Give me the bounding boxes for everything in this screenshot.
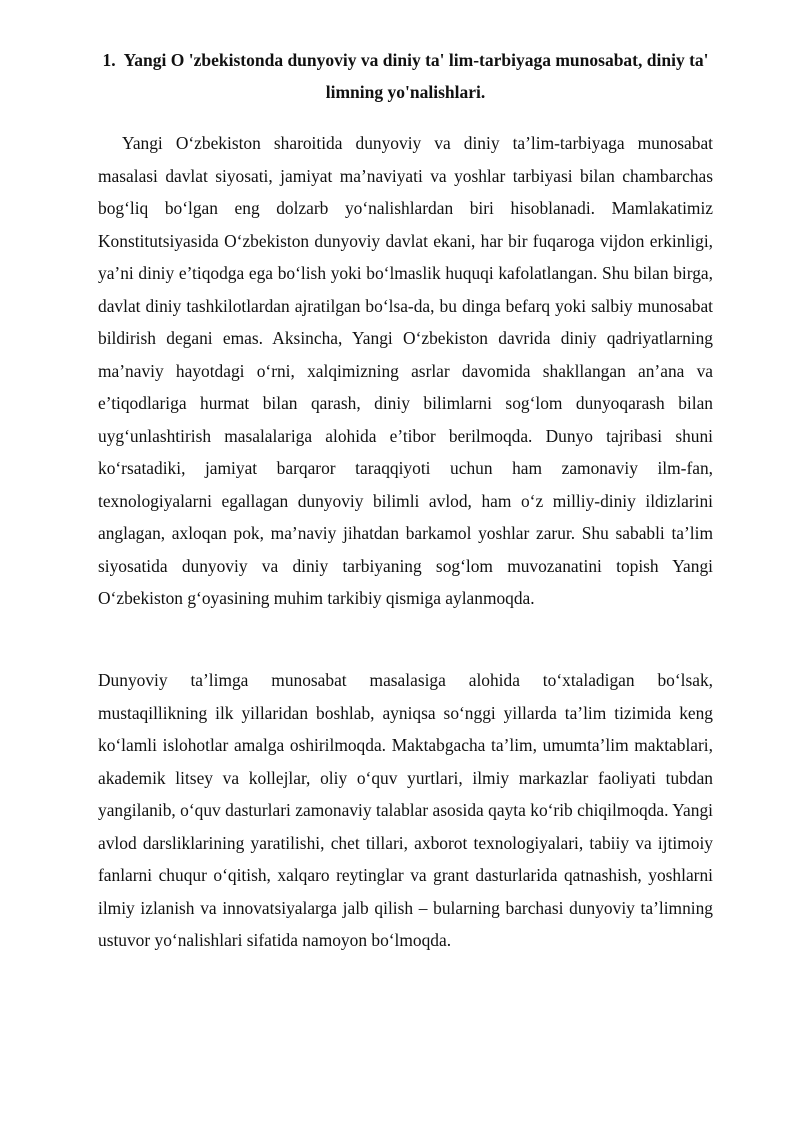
section-heading [98, 44, 713, 108]
section-title: Yangi O 'zbekistonda dunyoviy va diniy ta' lim-tarbiyaga munosabat, diniy ta' limning yo'nalishlari. [123, 50, 709, 102]
paragraph-1: Yangi O‘zbekiston sharoitida dunyoviy va diniy ta’lim-tarbiyaga munosabat masalasi davlat siyosati, jamiyat ma’naviyati va yoshlar tarbiyasi bilan chambarchas bog‘liq bo‘lgan eng dolzarb yo‘nalishlardan biri hisoblanadi. Mamlakatimiz Konstitutsiyasida O‘zbekiston dunyoviy davlat ekani, har bir fuqaroga vijdon erkinligi, ya’ni diniy e’tiqodga ega bo‘lish yoki bo‘lmaslik huquqi kafolatlangan. Shu bilan birga, davlat diniy tashkilotlardan ajratilgan bo‘lsa-da, bu dinga befarq yoki salbiy munosabat bildirish degani emas. Aksincha, Yangi O‘zbekiston davrida diniy qadriyatlarning ma’naviy hayotdagi o‘rni, xalqimizning asrlar davomida shakllangan an’ana va e’tiqodlariga hurmat bilan qarash, diniy bilimlarni sog‘lom dunyoqarash bilan uyg‘unlashtirish masalalariga alohida e’tibor berilmoqda. Dunyo tajribasi shuni ko‘rsatadiki, jamiyat barqaror taraqqiyoti uchun ham zamonaviy ilm-fan, texnologiyalarni egallagan dunyoviy bilimli avlod, ham o‘z milliy-diniy ildizlarini anglagan, axloqan pok, ma’naviy jihatdan barkamol yoshlar zarur. Shu sababli ta’lim siyosatida dunyoviy va diniy tarbiyaning sog‘lom muvozanatini topish Yangi O‘zbekiston g‘oyasining muhim tarkibiy qismiga aylanmoqda. [98, 133, 713, 608]
paragraph-2: Dunyoviy ta’limga munosabat masalasiga alohida to‘xtaladigan bo‘lsak, mustaqillikning ilk yillaridan boshlab, ayniqsa so‘nggi yillarda ta’lim tizimida keng ko‘lamli islohotlar amalga oshirilmoqda. Maktabgacha ta’lim, umumta’lim maktablari, akademik litsey va kollejlar, oliy o‘quv yurtlari, ilmiy markazlar faoliyati tubdan yangilanib, o‘quv dasturlari zamonaviy talablar asosida qayta ko‘rib chiqilmoqda. Yangi avlod darsliklarining yaratilishi, chet tillari, axborot texnologiyalari, tabiiy va ijtimoiy fanlarni chuqur o‘qitish, xalqaro reytinglar va grant dasturlarida qatnashish, yoshlarni ilmiy izlanish va innovatsiyalarga jalb qilish – bularning barchasi dunyoviy ta’limning ustuvor yo‘nalishlari sifatida namoyon bo‘lmoqda. [98, 670, 713, 950]
section-number: 1. [102, 50, 116, 70]
